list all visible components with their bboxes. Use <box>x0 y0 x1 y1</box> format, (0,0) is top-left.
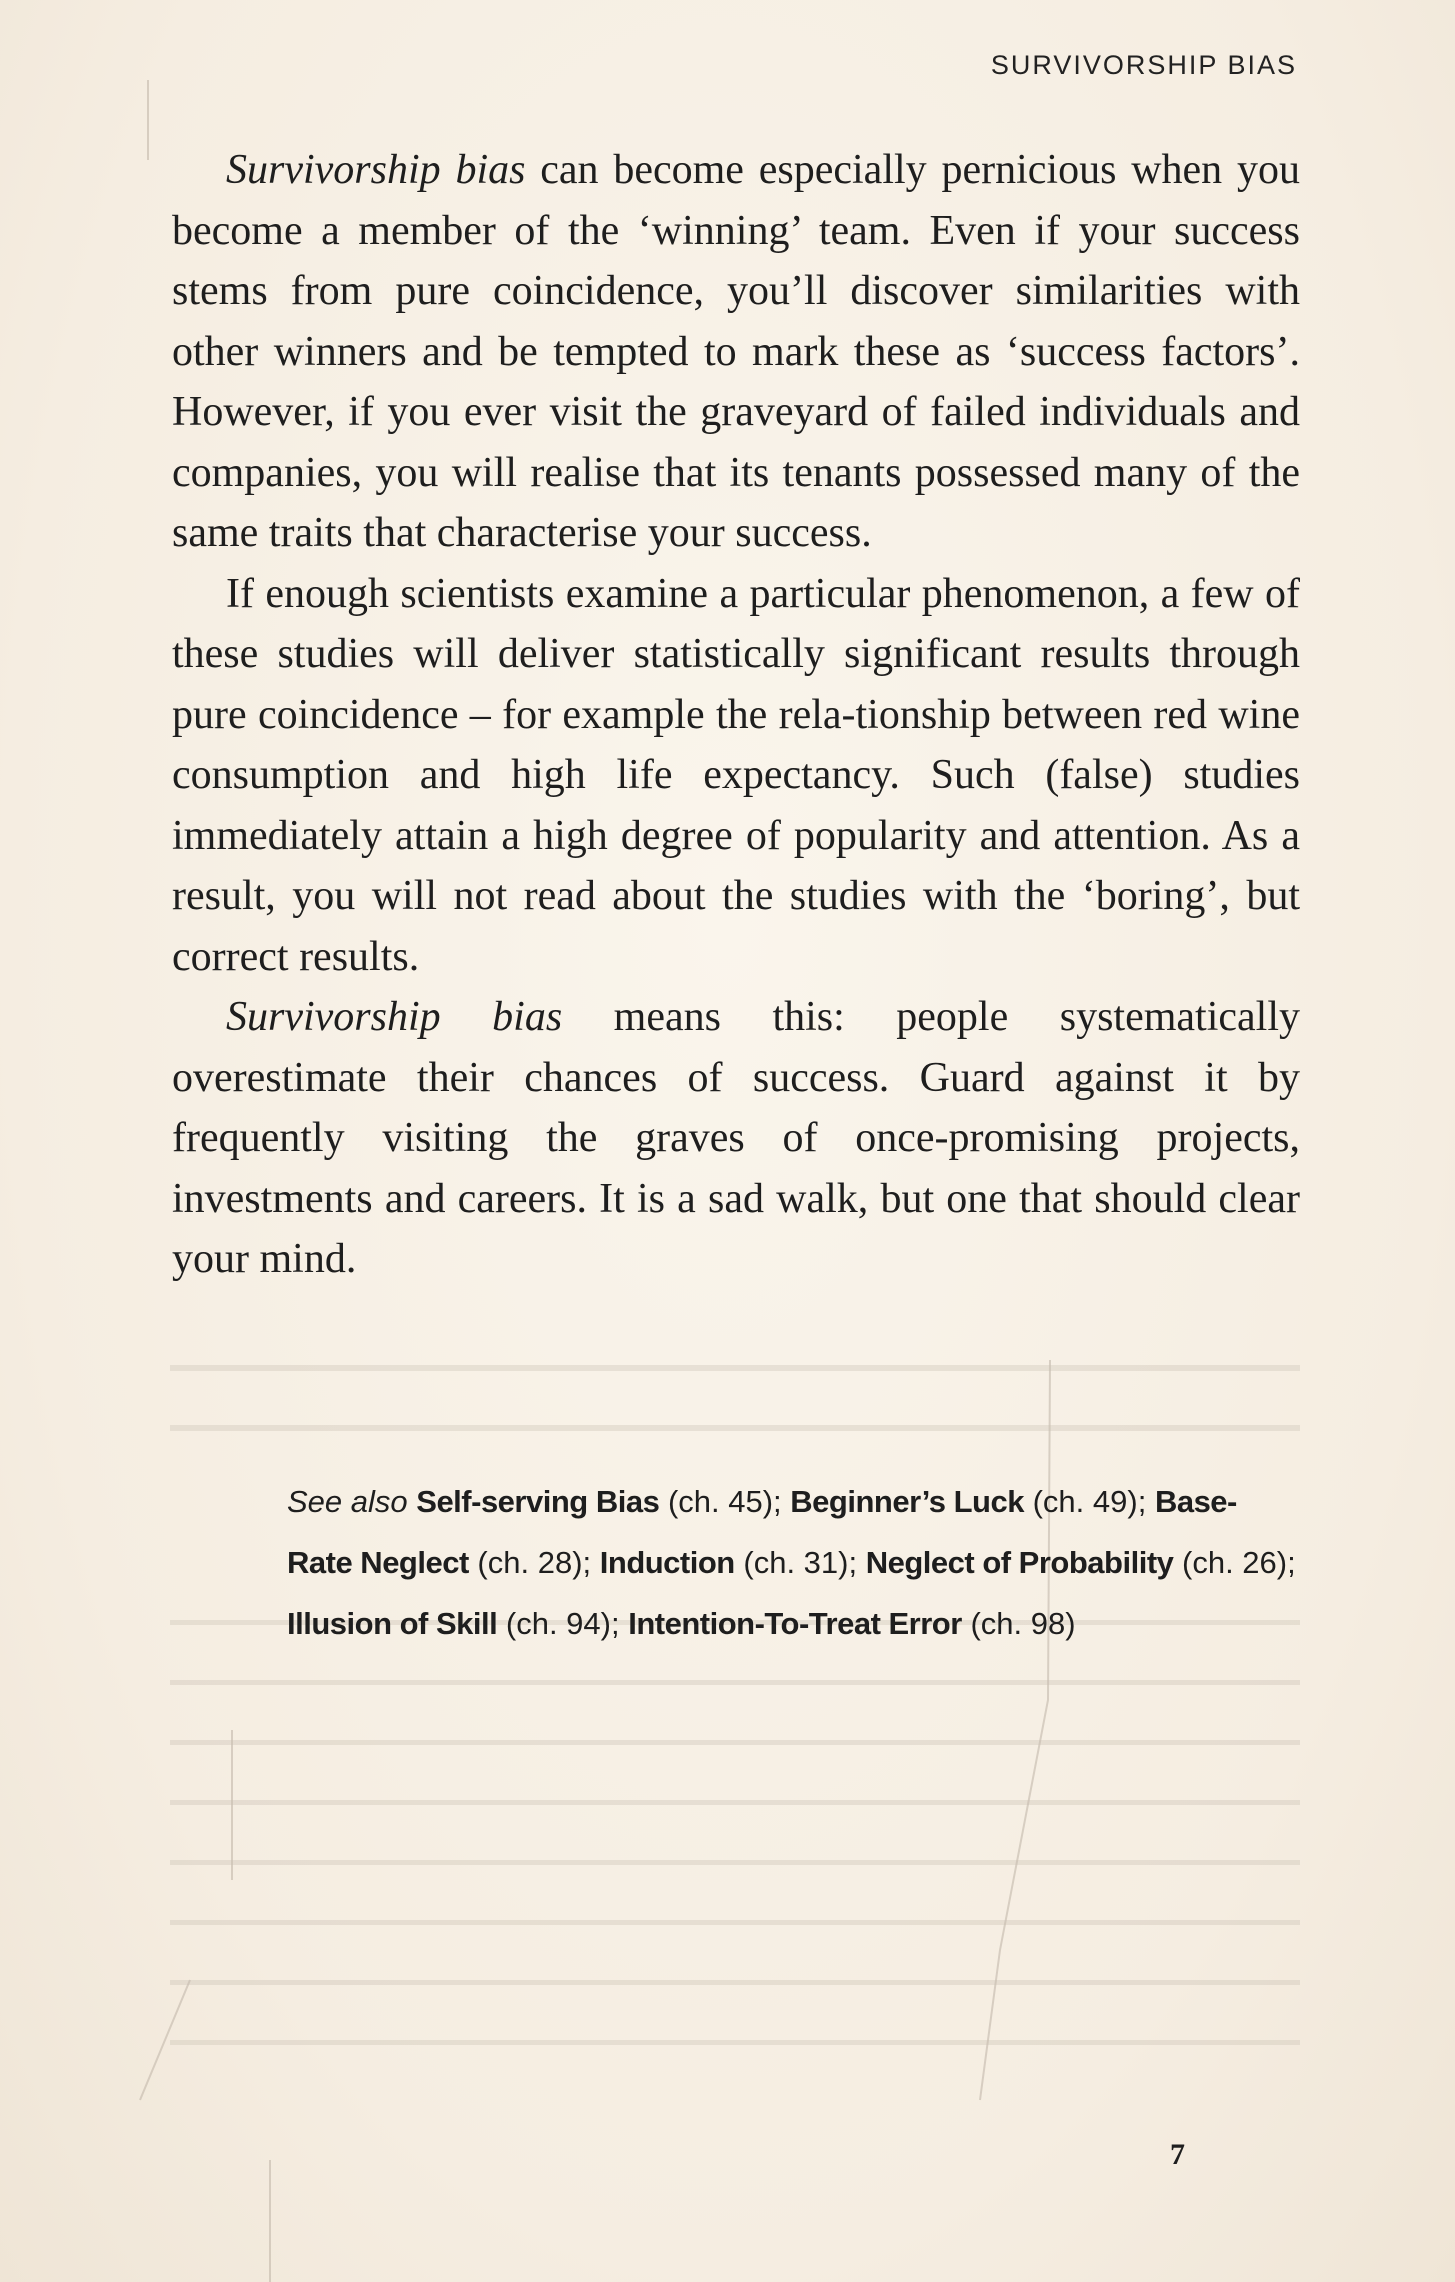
ref-chapter: (ch. 94) <box>505 1606 611 1641</box>
ref-title: Illusion of Skill <box>287 1606 498 1641</box>
ref-title: Self-serving Bias <box>416 1484 660 1519</box>
paragraph-2 <box>172 564 1300 988</box>
paragraph-1 <box>172 140 1300 564</box>
ref-chapter: (ch. 45) <box>667 1484 774 1519</box>
paragraph-1-text: can become especially pernicious when you become a member of the ‘winning’ team. Even if your success stems from pure coincidence, you’ll discover similarities with other winners and be tempted to mark these as ‘success factors’. However, if you ever visit the graveyard of failed individuals and companies, you will realise that its tenants possessed many of the same traits that characterise your success. <box>172 147 1300 556</box>
paragraph-2-text: If enough scientists examine a particular phenomenon, a few of these studies will deliver statistically significant results through pure coincidence – for example the rela-tionship between red wine consumption and high life expectancy. Such (false) studies immediately attain a high degree of popularity and attention. As a result, you will not read about the studies with the ‘boring’, but correct results. <box>172 570 1300 980</box>
paragraph-3 <box>172 987 1300 1290</box>
page-number: 7 <box>1170 2138 1185 2171</box>
ref-chapter: (ch. 28) <box>477 1545 583 1580</box>
paragraph-3-text: means this: people systematically overestimate their chances of success. Guard against it by frequently visiting the graves of once-promising projects, investments and careers. It is a sad walk, but one that should clear your mind. <box>172 994 1301 1282</box>
ref-chapter: (ch. 26) <box>1182 1545 1288 1580</box>
running-head: SURVIVORSHIP BIAS <box>990 50 1297 80</box>
ref-title: Induction <box>599 1545 735 1580</box>
ref-chapter: (ch. 49) <box>1032 1484 1138 1519</box>
ref-title: Base-Rate Neglect <box>287 1484 1237 1580</box>
paragraph-3-lead: Survivorship bias <box>226 994 563 1040</box>
paragraph-1-lead: Survivorship bias <box>226 147 526 193</box>
ref-chapter: (ch. 98) <box>970 1606 1076 1641</box>
see-also-lead: See also <box>287 1484 408 1519</box>
ref-title: Neglect of Probability <box>865 1545 1174 1580</box>
body-text <box>172 140 1300 1290</box>
ref-title: Intention-To-Treat Error <box>628 1606 962 1641</box>
ref-chapter: (ch. 31) <box>743 1545 849 1580</box>
see-also-block: See also Self-serving Bias (ch. 45); Beginner’s Luck (ch. 49); Base-Rate Neglect (ch. 28); Induction (ch. 31); Neglect of Probability (ch. 26); Illusion of Skill (ch. 94); Intention-To-Treat Error (ch. 98) <box>287 1484 1296 1641</box>
ref-title: Beginner’s Luck <box>790 1484 1024 1519</box>
